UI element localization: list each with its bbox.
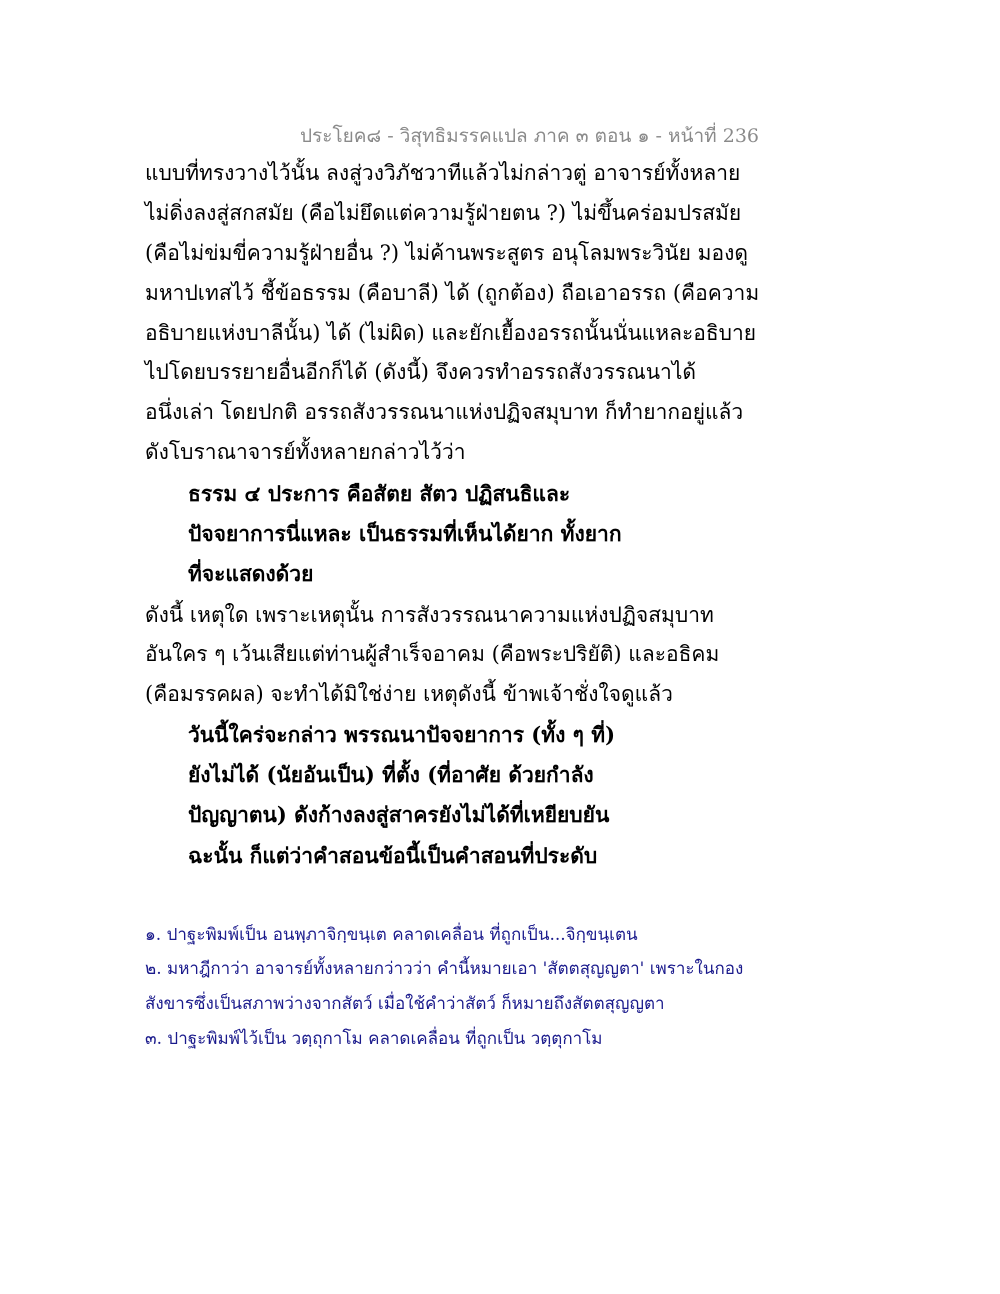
body-line: (คือมรรคผล) จะทำได้มิใช่ง่าย เหตุดังนี้ ข้าพเจ้าชั่งใจดูแล้ว bbox=[145, 682, 673, 706]
footnote: ๓. ปาฐะพิมพ์ไว้เป็น วตฺถุกาโม คลาดเคลื่อน ที่ถูกเป็น วตฺตุกาโม bbox=[145, 1029, 603, 1049]
body-line: ดังโบราณาจารย์ทั้งหลายกล่าวไว้ว่า bbox=[145, 440, 466, 464]
verse-line: วันนี้ใคร่จะกล่าว พรรณนาปัจจยาการ (ทั้ง ๆ ที่) bbox=[188, 722, 616, 747]
body-line: มหาปเทสไว้ ชี้ข้อธรรม (คือบาลี) ได้ (ถูกต้อง) ถือเอาอรรถ (คือความ bbox=[145, 281, 760, 305]
body-line: (คือไม่ข่มขี่ความรู้ฝ่ายอื่น ?) ไม่ค้านพระสูตร อนุโลมพระวินัย มองดู bbox=[145, 241, 748, 265]
verse-line: ปัจจยาการนี่แหละ เป็นธรรมที่เห็นได้ยาก ทั้งยาก bbox=[188, 521, 622, 546]
body-line: อันใคร ๆ เว้นเสียแต่ท่านผู้สำเร็จอาคม (คือพระปริยัติ) และอธิคม bbox=[145, 642, 720, 666]
footnote: ๒. มหาฎีกาว่า อาจารย์ทั้งหลายกว่าวว่า คำนี้หมายเอา 'สัตตสุญญตา' เพราะในกอง bbox=[145, 959, 744, 979]
verse-line: ที่จะแสดงด้วย bbox=[188, 561, 314, 586]
body-line: ดังนี้ เหตุใด เพราะเหตุนั้น การสังวรรณนาความแห่งปฏิจสมุบาท bbox=[145, 603, 714, 627]
verse-line: ธรรม ๔ ประการ คือสัตย สัตว ปฏิสนธิและ bbox=[188, 481, 571, 506]
footnote: ๑. ปาฐะพิมพ์เป็น อนพฺภาจิกฺขนฺเต คลาดเคลื่อน ที่ถูกเป็น...จิกฺขนฺเตน bbox=[145, 925, 638, 945]
body-line: อนึ่งเล่า โดยปกติ อรรถสังวรรณนาแห่งปฏิจสมุบาท ก็ทำยากอยู่แล้ว bbox=[145, 400, 744, 424]
verse-line: ยังไม่ได้ (นัยอันเป็น) ที่ตั้ง (ที่อาศัย ด้วยกำลัง bbox=[188, 762, 594, 787]
verse-line: ปัญญาตน) ดังก้างลงสู่สาครยังไม่ได้ที่เหยียบยัน bbox=[188, 802, 610, 827]
verse-line: ฉะนั้น ก็แต่ว่าคำสอนข้อนี้เป็นคำสอนที่ประดับ bbox=[188, 843, 598, 868]
body-line: แบบที่ทรงวางไว้นั้น ลงสู่วงวิภัชวาทีแล้วไม่กล่าวตู่ อาจารย์ทั้งหลาย bbox=[145, 161, 741, 185]
body-line: ไม่ดิ่งลงสู่สกสมัย (คือไม่ยึดแต่ความรู้ฝ่ายตน ?) ไม่ขึ้นคร่อมปรสมัย bbox=[145, 201, 742, 225]
body-line: ไปโดยบรรยายอื่นอีกก็ได้ (ดังนี้) จึงควรทำอรรถสังวรรณนาได้ bbox=[145, 360, 697, 384]
body-line: อธิบายแห่งบาลีนั้น) ได้ (ไม่ผิด) และยักเยื้องอรรถนั้นนั่นแหละอธิบาย bbox=[145, 321, 757, 345]
page-header: ประโยค๘ - วิสุทธิมรรคแปล ภาค ๓ ตอน ๑ - หน้าที่ 236 bbox=[300, 125, 760, 147]
footnote: สังขารซึ่งเป็นสภาพว่างจากสัตว์ เมื่อใช้คำว่าสัตว์ ก็หมายถึงสัตตสุญญตา bbox=[145, 994, 665, 1014]
